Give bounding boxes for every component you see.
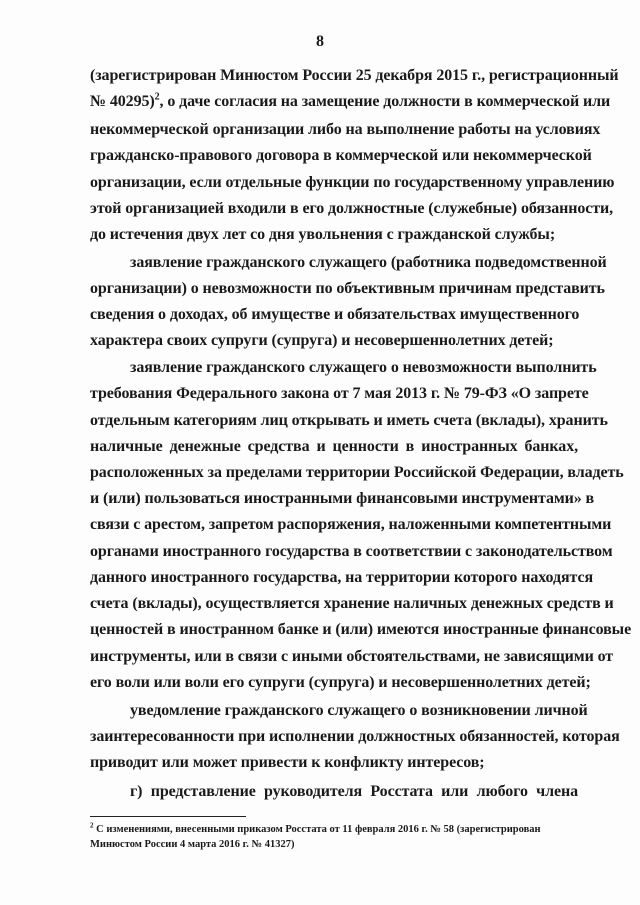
paragraph-start: уведомление гражданского служащего о возникновении личной: [130, 702, 588, 719]
text-line: счета (вклады), осуществляется хранение наличных денежных средств и: [90, 595, 614, 612]
text-line: до истечения двух лет со дня увольнения с гражданской службы;: [90, 226, 556, 243]
footnote-marker: 2: [90, 821, 94, 830]
footnote-text: С изменениями, внесенными приказом Росстата от 11 февраля 2016 г. № 58 (зарегистрирован: [93, 824, 541, 835]
text-line: [90, 91, 611, 112]
text-line: расположенных за пределами территории Российской Федерации, владеть: [90, 464, 624, 481]
text-line: инструменты, или в связи с иными обстоятельствами, не зависящими от: [90, 648, 614, 665]
text-line: некоммерческой организации либо на выполнение работы на условиях: [90, 121, 601, 138]
text-line: связи с арестом, запретом распоряжения, наложенными компетентными: [90, 516, 612, 533]
text-line: приводит или может привести к конфликту интересов;: [90, 754, 485, 771]
text-line: организации, если отдельные функции по государственному управлению: [90, 174, 615, 191]
paragraph-start: заявление гражданского служащего (работника подведомственной: [130, 254, 607, 271]
text-line: органами иностранного государства в соответствии с законодательством: [90, 543, 613, 560]
text-line: и (или) пользоваться иностранными финансовыми инструментами» в: [90, 490, 595, 507]
text-line: его воли или воли его супруги (супруга) и несовершеннолетних детей;: [90, 674, 591, 691]
paragraph-start: заявление гражданского служащего о невозможности выполнить: [130, 359, 597, 376]
text-fragment: , о даче согласия на замещение должности в коммерческой или: [159, 93, 611, 110]
text-line: ценностей в иностранном банке и (или) имеются иностранные финансовые: [90, 621, 632, 638]
paragraph-start: г) представление руководителя Росстата или любого члена: [130, 783, 578, 800]
text-line: заинтересованности при исполнении должностных обязанностей, которая: [90, 728, 620, 745]
page-number: 8: [316, 33, 324, 50]
footnote-line: [90, 823, 560, 837]
text-line: этой организацией входили в его должностные (служебные) обязанности,: [90, 200, 614, 217]
text-line: отдельным категориям лиц открывать и иметь счета (вклады), хранить: [90, 412, 608, 429]
text-line: требования Федерального закона от 7 мая 2013 г. № 79-ФЗ «О запрете: [90, 385, 589, 402]
text-line: (зарегистрирован Минюстом России 25 декабря 2015 г., регистрационный: [90, 67, 619, 84]
text-line: характера своих супруги (супруга) и несовершеннолетних детей;: [90, 332, 554, 349]
footnote-line: Минюстом России 4 марта 2016 г. № 41327): [90, 839, 295, 850]
text-line: организации) о невозможности по объективным причинам представить: [90, 280, 605, 297]
text-line: гражданско-правового договора в коммерческой или некоммерческой: [90, 147, 592, 164]
text-line: наличные денежные средства и ценности в иностранных банках,: [90, 438, 578, 455]
text-line: сведения о доходах, об имуществе и обязательствах имущественного: [90, 306, 580, 323]
text-fragment: № 40295): [90, 93, 155, 110]
text-line: данного иностранного государства, на территории которого находятся: [90, 569, 594, 586]
footnote-ref: 2: [154, 91, 160, 103]
footnote-divider: [90, 816, 246, 817]
